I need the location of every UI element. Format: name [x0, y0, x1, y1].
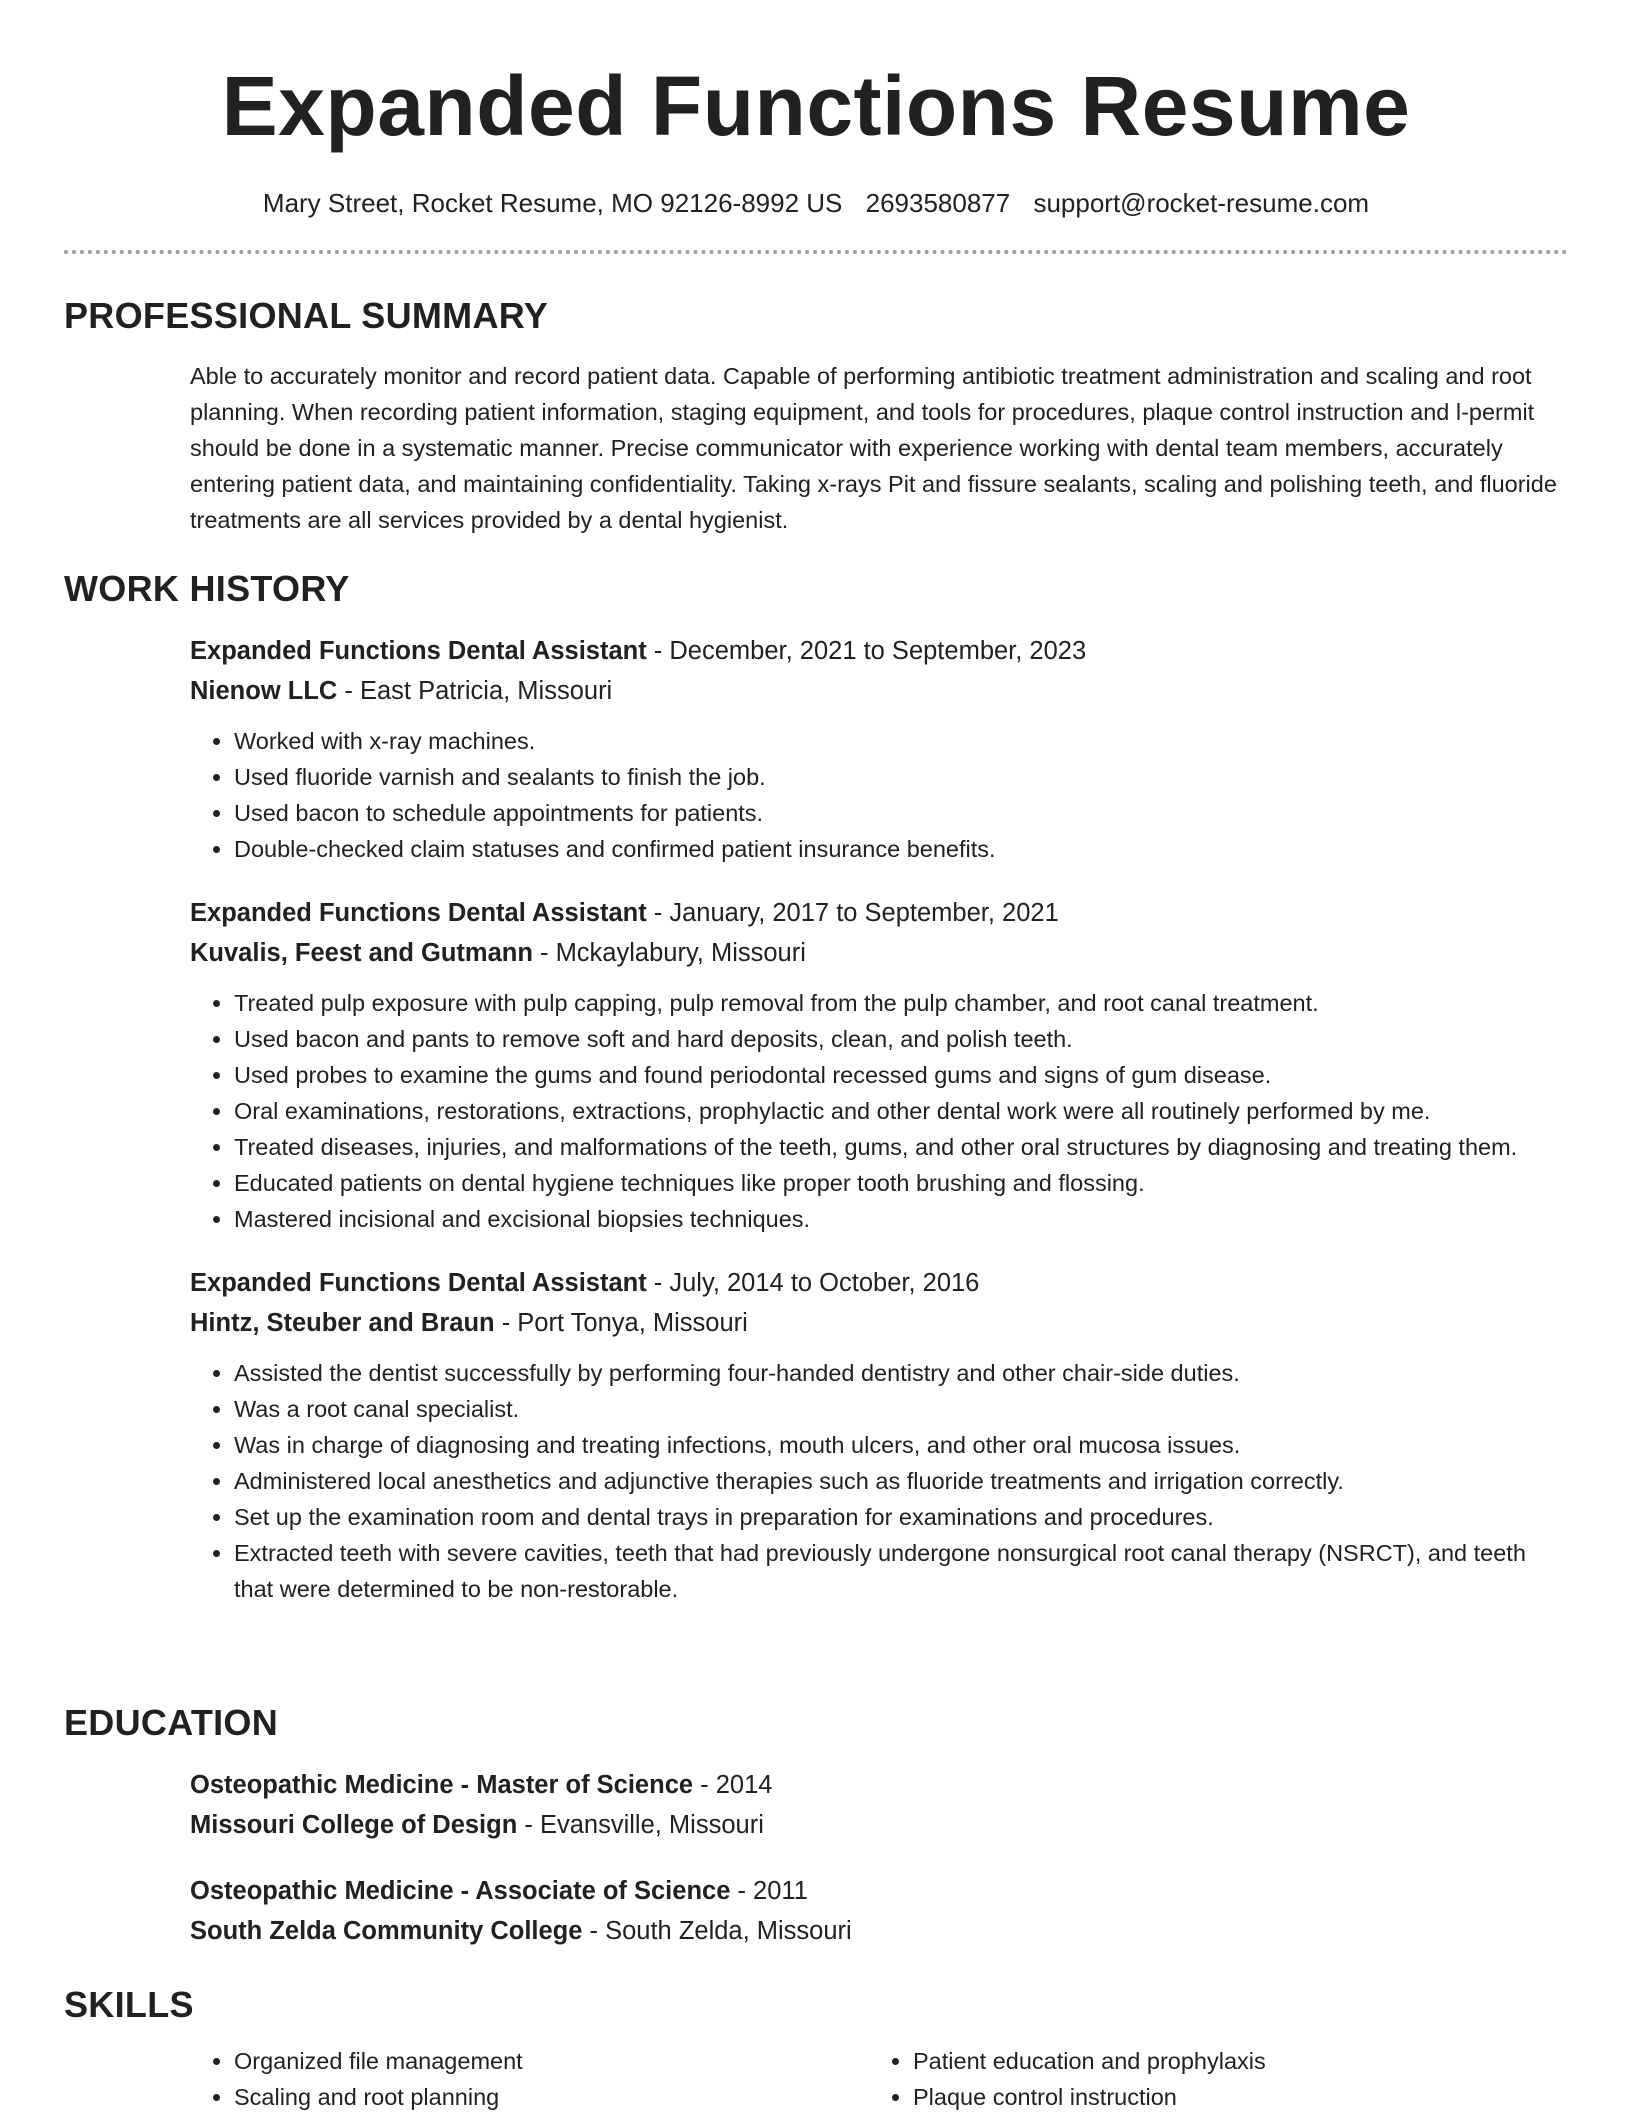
job-entry	[190, 1263, 1568, 1607]
education-entry	[190, 1871, 1568, 1951]
education-body	[190, 1765, 1568, 1951]
job-bullet: • Worked with x-ray machines.	[234, 723, 1568, 759]
education-section	[64, 1701, 1568, 1951]
skills-section	[64, 1983, 1568, 2115]
skills-columns	[190, 2043, 1568, 2115]
education-degree-line	[190, 1765, 1568, 1805]
skill-item: • Organized file management	[234, 2043, 869, 2079]
contact-line	[0, 186, 1632, 220]
job-title-line	[190, 1263, 1568, 1303]
job-bullet: • Treated pulp exposure with pulp capping, pulp removal from the pulp chamber, and root canal treatment.	[234, 985, 1568, 1021]
education-year: - 2011	[730, 1877, 808, 1905]
summary-section	[64, 294, 1568, 538]
contact-phone: 2693580877	[865, 188, 1011, 218]
job-bullet: • Set up the examination room and dental trays in preparation for examinations and procedures.	[234, 1499, 1568, 1535]
job-dates: - December, 2021 to September, 2023	[646, 637, 1087, 665]
job-bullets	[190, 723, 1568, 867]
job-bullet: • Mastered incisional and excisional biopsies techniques.	[234, 1201, 1568, 1237]
resume-header	[0, 0, 1632, 220]
skill-item: • Plaque control instruction	[913, 2079, 1548, 2115]
skill-item: • Scaling and root planning	[234, 2079, 869, 2115]
summary-text: Able to accurately monitor and record patient data. Capable of performing antibiotic treatment administration and scaling and root planning. When recording patient information, staging equipment, and tools for procedures, plaque control instruction and l-permit should be done in a systematic manner. Precise communicator with experience working with dental team members, accurately entering patient data, and maintaining confidentiality. Taking x-rays Pit and fissure sealants, scaling and polishing teeth, and fluoride treatments are all services provided by a dental hygienist.	[190, 363, 1557, 533]
education-degree-line	[190, 1871, 1568, 1911]
job-location: - Port Tonya, Missouri	[494, 1309, 748, 1337]
job-bullet: • Used fluoride varnish and sealants to finish the job.	[234, 759, 1568, 795]
education-degree: Osteopathic Medicine - Associate of Science	[190, 1877, 731, 1905]
job-bullets	[190, 985, 1568, 1237]
job-bullet: • Administered local anesthetics and adjunctive therapies such as fluoride treatments and irrigation correctly.	[234, 1463, 1568, 1499]
job-bullet: • Was a root canal specialist.	[234, 1391, 1568, 1427]
skills-right-column	[869, 2043, 1548, 2115]
job-bullet: • Extracted teeth with severe cavities, teeth that had previously undergone nonsurgical root canal therapy (NSRCT), and teeth that were determined to be non-restorable.	[234, 1535, 1568, 1607]
job-dates: - July, 2014 to October, 2016	[646, 1269, 980, 1297]
job-entry	[190, 631, 1568, 867]
education-school: Missouri College of Design	[190, 1811, 518, 1839]
job-entry	[190, 893, 1568, 1237]
job-location: - Mckaylabury, Missouri	[532, 939, 806, 967]
work-heading: WORK HISTORY	[64, 568, 350, 609]
contact-address: Mary Street, Rocket Resume, MO 92126-8992 US	[262, 188, 843, 218]
job-bullet: • Double-checked claim statuses and confirmed patient insurance benefits.	[234, 831, 1568, 867]
education-entry	[190, 1765, 1568, 1845]
work-section	[64, 567, 1568, 1607]
education-location: - Evansville, Missouri	[517, 1811, 764, 1839]
job-bullets	[190, 1355, 1568, 1607]
skills-heading: SKILLS	[64, 1984, 194, 2025]
job-location: - East Patricia, Missouri	[337, 677, 613, 705]
job-title-line	[190, 631, 1568, 671]
job-role: Expanded Functions Dental Assistant	[190, 899, 647, 927]
education-year: - 2014	[693, 1771, 773, 1799]
resume-title: Expanded Functions Resume	[221, 59, 1411, 153]
contact-email: support@rocket-resume.com	[1033, 188, 1370, 218]
job-company-line	[190, 1303, 1568, 1343]
job-company-line	[190, 671, 1568, 711]
job-bullet: • Used bacon to schedule appointments for patients.	[234, 795, 1568, 831]
education-location: - South Zelda, Missouri	[582, 1917, 852, 1945]
job-bullet: • Was in charge of diagnosing and treating infections, mouth ulcers, and other oral mucosa issues.	[234, 1427, 1568, 1463]
education-degree: Osteopathic Medicine - Master of Science	[190, 1771, 694, 1799]
education-school-line	[190, 1805, 1568, 1845]
header-divider	[64, 250, 1568, 254]
job-company: Kuvalis, Feest and Gutmann	[190, 939, 533, 967]
job-role: Expanded Functions Dental Assistant	[190, 637, 647, 665]
job-bullet: • Used probes to examine the gums and found periodontal recessed gums and signs of gum disease.	[234, 1057, 1568, 1093]
job-company-line	[190, 933, 1568, 973]
skills-left-column	[190, 2043, 869, 2115]
job-role: Expanded Functions Dental Assistant	[190, 1269, 647, 1297]
education-school: South Zelda Community College	[190, 1917, 583, 1945]
job-bullet: • Educated patients on dental hygiene techniques like proper tooth brushing and flossing.	[234, 1165, 1568, 1201]
job-bullet: • Assisted the dentist successfully by performing four-handed dentistry and other chair-side duties.	[234, 1355, 1568, 1391]
education-heading: EDUCATION	[64, 1702, 279, 1743]
job-bullet: • Used bacon and pants to remove soft and hard deposits, clean, and polish teeth.	[234, 1021, 1568, 1057]
skill-item: • Patient education and prophylaxis	[913, 2043, 1548, 2079]
job-bullet: • Oral examinations, restorations, extractions, prophylactic and other dental work were all routinely performed by me.	[234, 1093, 1568, 1129]
summary-body	[190, 358, 1568, 538]
job-title-line	[190, 893, 1568, 933]
education-school-line	[190, 1911, 1568, 1951]
job-company: Nienow LLC	[190, 677, 338, 705]
work-body	[190, 631, 1568, 1607]
job-dates: - January, 2017 to September, 2021	[646, 899, 1059, 927]
summary-heading: PROFESSIONAL SUMMARY	[64, 295, 549, 336]
skills-body	[190, 2043, 1568, 2115]
job-bullet: • Treated diseases, injuries, and malformations of the teeth, gums, and other oral structures by diagnosing and treating them.	[234, 1129, 1568, 1165]
job-company: Hintz, Steuber and Braun	[190, 1309, 495, 1337]
